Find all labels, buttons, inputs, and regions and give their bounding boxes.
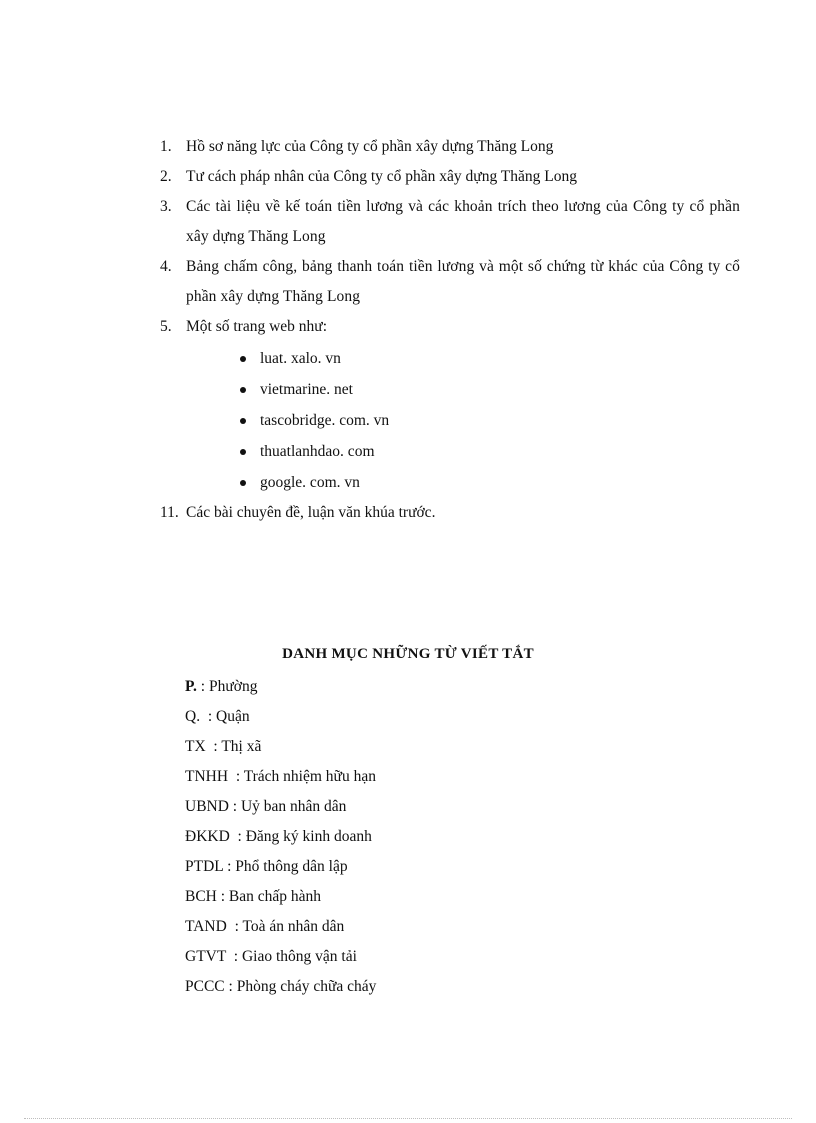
- website-text: vietmarine. net: [260, 381, 353, 398]
- abbreviation-key: PCCC: [185, 978, 225, 995]
- abbreviation-value: : Phường: [196, 678, 258, 695]
- abbreviation-value: : Thị xã: [205, 738, 262, 755]
- bullet-icon: [240, 387, 246, 393]
- abbreviation-value: : Giao thông vận tải: [226, 948, 357, 965]
- abbreviation-key: GTVT: [185, 948, 227, 965]
- abbreviation-item: [185, 882, 685, 912]
- reference-number: 1.: [160, 138, 172, 155]
- abbreviation-item: [185, 762, 685, 792]
- abbreviation-key: BCH: [185, 888, 217, 905]
- bullet-icon: [240, 480, 246, 486]
- abbreviation-value: : Ban chấp hành: [216, 888, 322, 905]
- reference-number: 4.: [160, 258, 172, 275]
- abbreviation-item: [185, 972, 685, 1002]
- website-text: luat. xalo. vn: [260, 350, 341, 367]
- reference-number: 5.: [160, 318, 172, 335]
- reference-text: Các bài chuyên đề, luận văn khúa trước.: [186, 504, 436, 521]
- abbreviation-value: : Toà án nhân dân: [226, 918, 345, 935]
- reference-item-4: [160, 252, 740, 312]
- website-item: [186, 405, 740, 436]
- bullet-icon: [240, 418, 246, 424]
- bullet-icon: [240, 449, 246, 455]
- reference-item-3: [160, 192, 740, 252]
- reference-text: Các tài liệu về kế toán tiền lương và các khoản trích theo lương của Công ty cổ phần xây dựng Thăng Long: [186, 198, 740, 245]
- abbreviation-value: : Phòng cháy chữa cháy: [224, 978, 377, 995]
- abbreviation-key: PTDL: [185, 858, 224, 875]
- abbreviation-item: [185, 732, 685, 762]
- reference-text: Hồ sơ năng lực của Công ty cổ phần xây dựng Thăng Long: [186, 138, 554, 155]
- abbreviation-value: : Quận: [200, 708, 250, 725]
- abbreviations-title: DANH MỤC NHỮNG TỪ VIẾT TẮT: [282, 646, 534, 662]
- reference-text: Bảng chấm công, bảng thanh toán tiền lương và một số chứng từ khác của Công ty cổ phần xây dựng Thăng Long: [186, 258, 740, 305]
- abbreviation-item: [185, 852, 685, 882]
- abbreviation-key: Q.: [185, 708, 201, 725]
- website-text: tascobridge. com. vn: [260, 412, 390, 429]
- abbreviation-item: [185, 702, 685, 732]
- reference-number: 11.: [160, 504, 179, 521]
- abbreviation-value: : Uỷ ban nhân dân: [228, 798, 347, 815]
- website-item: [186, 467, 740, 498]
- reference-item-11: [160, 498, 740, 528]
- website-text: thuatlanhdao. com: [260, 443, 375, 460]
- website-item: [186, 374, 740, 405]
- abbreviation-item: [185, 912, 685, 942]
- reference-text: Một số trang web như:: [186, 318, 327, 335]
- abbreviation-value: : Đăng ký kinh doanh: [229, 828, 372, 845]
- abbreviation-item: [185, 672, 685, 702]
- abbreviation-key: UBND: [185, 798, 229, 815]
- reference-number: 3.: [160, 198, 172, 215]
- reference-item-1: [160, 132, 740, 162]
- reference-number: 2.: [160, 168, 172, 185]
- reference-item-2: [160, 162, 740, 192]
- bullet-icon: [240, 356, 246, 362]
- website-item: [186, 436, 740, 467]
- abbreviations-list: [185, 672, 685, 1002]
- references-list: [160, 132, 740, 528]
- website-text: google. com. vn: [260, 474, 360, 491]
- abbreviation-item: [185, 942, 685, 972]
- reference-item-5: [160, 312, 740, 498]
- abbreviation-key: P.: [185, 678, 197, 695]
- page-bottom-divider: [24, 1118, 792, 1119]
- website-item: [186, 343, 740, 374]
- abbreviation-key: TNHH: [185, 768, 229, 785]
- abbreviation-key: TX: [185, 738, 206, 755]
- abbreviation-item: [185, 792, 685, 822]
- websites-list: [186, 343, 740, 498]
- abbreviation-key: ĐKKD: [185, 828, 230, 845]
- abbreviation-key: TAND: [185, 918, 227, 935]
- abbreviation-value: : Phổ thông dân lập: [223, 858, 348, 875]
- reference-text: Tư cách pháp nhân của Công ty cổ phần xây dựng Thăng Long: [186, 168, 577, 185]
- abbreviation-item: [185, 822, 685, 852]
- abbreviation-value: : Trách nhiệm hữu hạn: [228, 768, 376, 785]
